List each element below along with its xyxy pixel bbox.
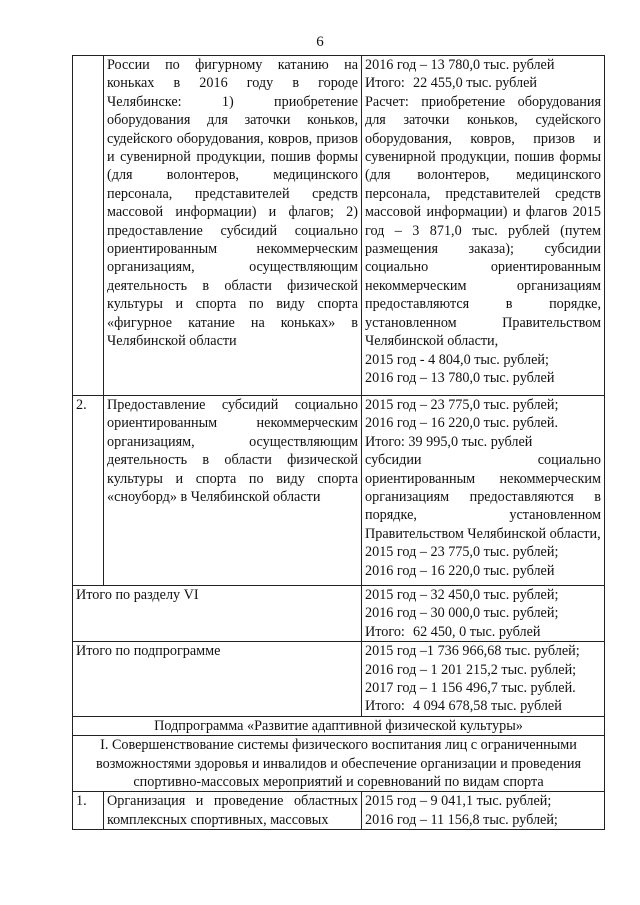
subprogram-heading: Подпрограмма «Развитие адаптивной физической культуры» bbox=[73, 716, 605, 735]
total-label: Итого: bbox=[365, 623, 405, 640]
activity-description: Предоставление субсидий социально ориентированным некоммерческим организациям, осуществляющим деятельность в области физической культуры и спорта по виду спорта «сноуборд» в Челябинской области bbox=[104, 396, 362, 586]
total-value: 4 094 678,58 тыс. рублей bbox=[413, 698, 562, 715]
total-value: 62 450, 0 тыс. рублей bbox=[413, 623, 541, 640]
funding-cell bbox=[362, 56, 605, 396]
funding-calculation: Расчет: приобретение оборудования для заточки коньков, судейского оборудования, ковров, призов и сувенирной продукции, пошив формы (для волонтеров, медицинского персонала, представителей средств массовой информации) и флагов 2015 год – 3 871,0 тыс. рублей (путем размещения заказа); субсидии социально ориентированным некоммерческим организациям предоставляются в порядке, установленном Правительством Челябинской области, bbox=[365, 93, 601, 350]
funding-cell bbox=[362, 642, 605, 717]
table-row bbox=[73, 792, 605, 830]
funding-cell bbox=[362, 396, 605, 586]
funding-line: 2016 год – 11 156,8 тыс. рублей; bbox=[365, 811, 558, 828]
page-number: 6 bbox=[316, 34, 324, 50]
total-value: 22 455,0 тыс. рублей bbox=[413, 75, 537, 92]
funding-total: Итого: 39 995,0 тыс. рублей bbox=[365, 433, 533, 450]
section-total-label: Итого по разделу VI bbox=[73, 586, 362, 642]
funding-line: 2016 год – 1 201 215,2 тыс. рублей; bbox=[365, 661, 577, 678]
table-row bbox=[73, 396, 605, 586]
funding-line: 2015 год – 32 450,0 тыс. рублей; bbox=[365, 587, 559, 603]
funding-line: 2015 год –1 736 966,68 тыс. рублей; bbox=[365, 643, 580, 660]
table-row bbox=[73, 56, 605, 396]
funding-line: 2016 год – 30 000,0 тыс. рублей; bbox=[365, 605, 559, 622]
funding-line: 2016 год – 16 220,0 тыс. рублей. bbox=[365, 415, 558, 432]
funding-total bbox=[365, 623, 601, 641]
funding-line: 2015 год – 9 041,1 тыс. рублей; bbox=[365, 793, 552, 810]
section-heading: I. Совершенствование системы физического воспитания лиц с ограниченными возможностями здоровья и инвалидов и обеспечение организации и проведения спортивно-массовых мероприятий и соревнований по видам спорта bbox=[73, 736, 605, 792]
funding-line: 2017 год – 1 156 496,7 тыс. рублей. bbox=[365, 680, 576, 697]
section-total-row bbox=[73, 586, 605, 642]
funding-line: 2015 год - 4 804,0 тыс. рублей; bbox=[365, 351, 549, 368]
row-number-cell: 1. bbox=[73, 792, 104, 830]
funding-cell bbox=[362, 792, 605, 830]
row-number-cell: 2. bbox=[73, 396, 104, 586]
total-label: Итого: bbox=[365, 698, 405, 715]
total-label: Итого: bbox=[365, 75, 405, 92]
funding-line: 2016 год – 13 780,0 тыс. рублей bbox=[365, 57, 555, 73]
subprogram-total-label: Итого по подпрограмме bbox=[73, 642, 362, 717]
funding-total bbox=[365, 697, 601, 715]
activity-description: Организация и проведение областных комплексных спортивных, массовых bbox=[104, 792, 362, 830]
funding-line: 2015 год – 23 775,0 тыс. рублей; bbox=[365, 397, 559, 413]
funding-cell bbox=[362, 586, 605, 642]
row-number-cell bbox=[73, 56, 104, 396]
program-table bbox=[72, 55, 605, 830]
section-heading-row bbox=[73, 736, 605, 792]
funding-line: 2016 год – 16 220,0 тыс. рублей bbox=[365, 562, 555, 579]
subprogram-heading-row bbox=[73, 716, 605, 735]
subprogram-total-row bbox=[73, 642, 605, 717]
funding-subsidy-note: субсидии социально ориентированным некоммерческим организациям предоставляются в порядке, установленном Правительством Челябинской области, bbox=[365, 452, 601, 542]
funding-line: 2016 год – 13 780,0 тыс. рублей bbox=[365, 369, 555, 386]
activity-description: России по фигурному катанию на коньках в 2016 году в городе Челябинске: 1) приобретение оборудования для заточки коньков, судейского оборудования, ковров, призов и сувенирной продукции, пошив формы (для волонтеров, медицинского персонала, представителей средств массовой информации) и флагов; 2) предоставление субсидий социально ориентированным некоммерческим организациям, осуществляющим деятельность в области физической культуры и спорта по виду спорта «фигурное катание на коньках» в Челябинской области bbox=[104, 56, 362, 396]
funding-total bbox=[365, 74, 601, 92]
funding-line: 2015 год – 23 775,0 тыс. рублей; bbox=[365, 544, 559, 561]
